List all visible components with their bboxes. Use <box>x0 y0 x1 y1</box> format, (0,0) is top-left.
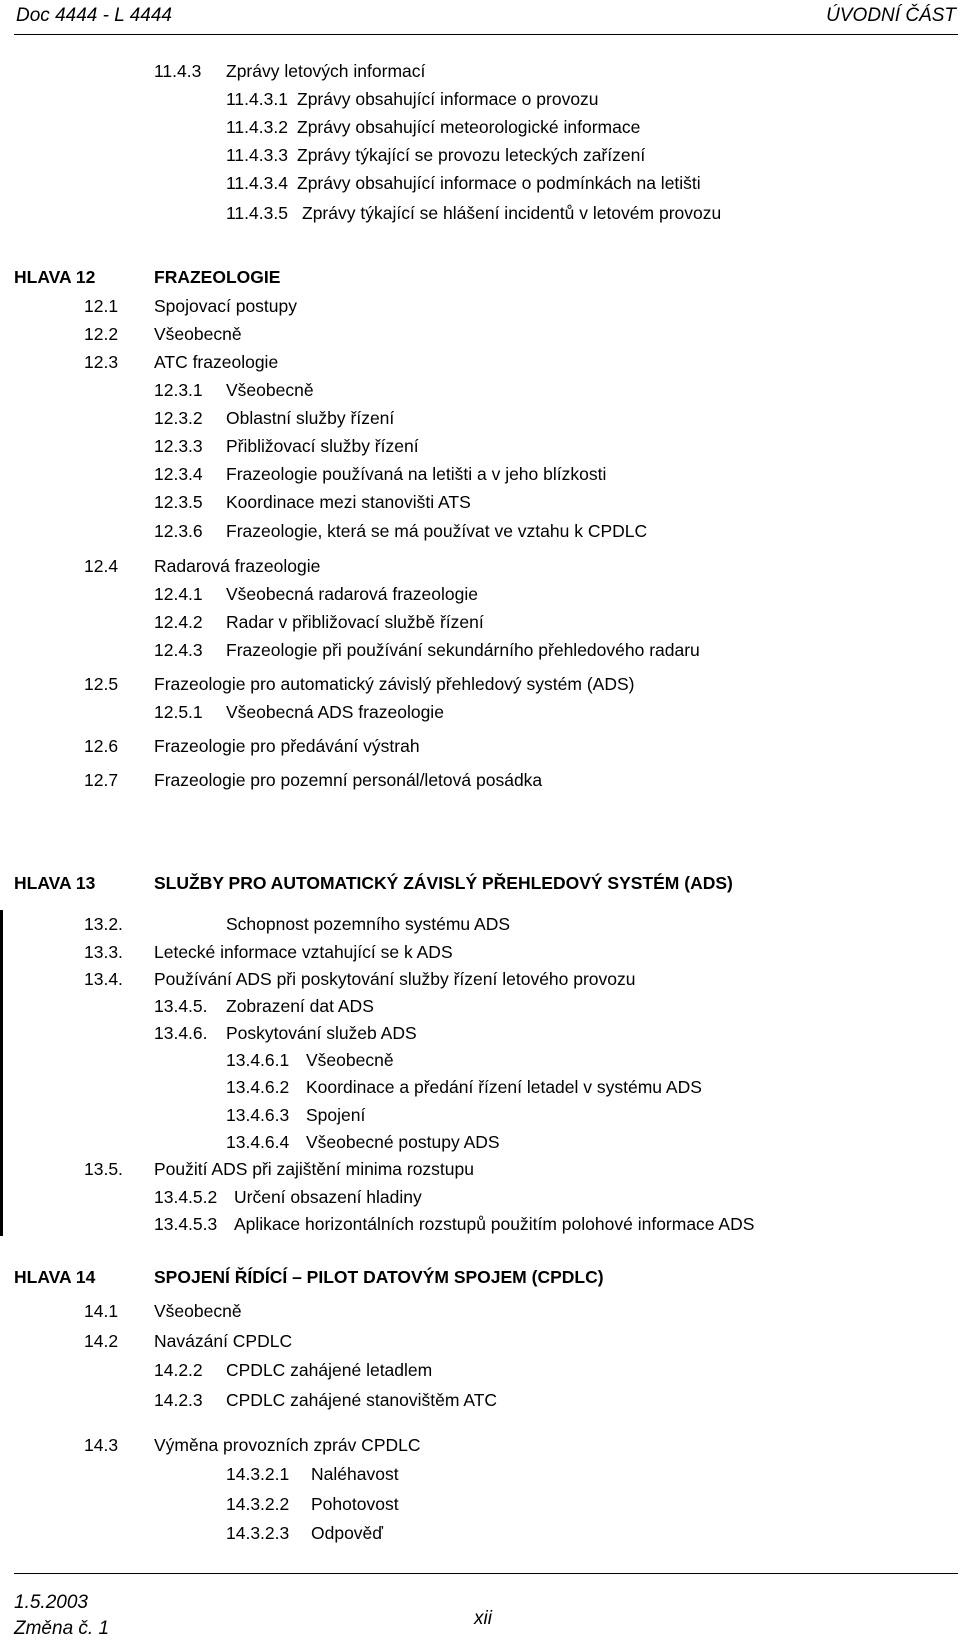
toc-number: 14.3.2.3 <box>226 1523 290 1543</box>
toc-title: Zprávy obsahující meteorologické informace <box>297 117 641 137</box>
toc-number: 11.4.3.1 <box>226 89 288 109</box>
toc-number: 11.4.3.2 <box>226 117 288 137</box>
toc-number: 12.1 <box>84 296 119 316</box>
toc-number: 13.4.6. <box>154 1023 208 1043</box>
chapter-title: FRAZEOLOGIE <box>154 267 281 287</box>
toc-number: 13.3. <box>84 942 123 962</box>
footer-date: 1.5.2003 <box>14 1592 88 1613</box>
toc-title: Přibližovací služby řízení <box>226 436 419 456</box>
toc-title: Zprávy letových informací <box>226 61 426 81</box>
toc-number: 12.3.3 <box>154 436 203 456</box>
toc-number: 11.4.3 <box>154 61 202 81</box>
toc-number: 12.3.5 <box>154 492 203 512</box>
page-number: xii <box>474 1608 492 1629</box>
chapter-number: HLAVA 13 <box>14 873 96 893</box>
toc-title: Radar v přibližovací službě řízení <box>226 612 484 632</box>
footer-amendment: Změna č. 1 <box>14 1618 110 1639</box>
toc-title: ATC frazeologie <box>154 352 279 372</box>
toc-title: Letecké informace vztahující se k ADS <box>154 942 453 962</box>
toc-number: 14.3.2.2 <box>226 1494 290 1514</box>
toc-number: 12.3 <box>84 352 119 372</box>
toc-title: Aplikace horizontálních rozstupů použitím polohové informace ADS <box>234 1214 755 1234</box>
toc-title: Zprávy obsahující informace o podmínkách na letišti <box>297 173 701 193</box>
toc-number: 13.4. <box>84 969 123 989</box>
toc-number: 12.4.3 <box>154 640 203 660</box>
toc-title: Všeobecně <box>154 1301 242 1321</box>
toc-title: Všeobecná radarová frazeologie <box>226 584 478 604</box>
toc-title: CPDLC zahájené letadlem <box>226 1360 433 1380</box>
toc-number: 12.3.1 <box>154 380 203 400</box>
toc-title: Spojení <box>306 1105 366 1125</box>
toc-number: 12.3.2 <box>154 408 203 428</box>
toc-title: Frazeologie pro automatický závislý přehledový systém (ADS) <box>154 674 635 694</box>
toc-number: 12.2 <box>84 324 119 344</box>
toc-number: 13.4.6.2 <box>226 1077 290 1097</box>
chapter-title: SPOJENÍ ŘÍDÍCÍ – PILOT DATOVÝM SPOJEM (CPDLC) <box>154 1267 604 1287</box>
toc-number: 13.4.5. <box>154 996 208 1016</box>
toc-title: Frazeologie, která se má používat ve vztahu k CPDLC <box>226 521 648 541</box>
toc-number: 12.3.4 <box>154 464 203 484</box>
toc-title: Zprávy týkající se hlášení incidentů v letovém provozu <box>302 203 722 223</box>
footer-rule <box>14 1573 958 1574</box>
toc-title: Určení obsazení hladiny <box>234 1187 422 1207</box>
toc-title: Koordinace mezi stanovišti ATS <box>226 492 471 512</box>
toc-title: Všeobecná ADS frazeologie <box>226 702 444 722</box>
toc-title: Odpověď <box>311 1523 384 1543</box>
toc-number: 13.4.6.4 <box>226 1132 290 1152</box>
chapter-number: HLAVA 14 <box>14 1267 96 1287</box>
toc-number: 14.3 <box>84 1435 119 1455</box>
toc-number: 13.2. <box>84 914 123 934</box>
toc-number: 11.4.3.5 <box>226 203 288 223</box>
toc-number: 13.4.5.2 <box>154 1187 218 1207</box>
toc-title: Spojovací postupy <box>154 296 298 316</box>
toc-title: Schopnost pozemního systému ADS <box>226 914 511 934</box>
toc-title: Poskytování služeb ADS <box>226 1023 417 1043</box>
toc-number: 12.5.1 <box>154 702 203 722</box>
toc-number: 14.2.3 <box>154 1390 203 1410</box>
toc-title: Použití ADS při zajištění minima rozstupu <box>154 1159 474 1179</box>
toc-title: CPDLC zahájené stanovištěm ATC <box>226 1390 498 1410</box>
toc-number: 12.7 <box>84 770 119 790</box>
toc-title: Frazeologie při používání sekundárního přehledového radaru <box>226 640 700 660</box>
toc-title: Všeobecně <box>226 380 314 400</box>
toc-number: 11.4.3.3 <box>226 145 288 165</box>
toc-number: 12.5 <box>84 674 119 694</box>
toc-title: Frazeologie pro předávání výstrah <box>154 736 420 756</box>
toc-title: Všeobecné postupy ADS <box>306 1132 500 1152</box>
toc-number: 12.4.1 <box>154 584 203 604</box>
toc-number: 12.4.2 <box>154 612 203 632</box>
toc-number: 14.3.2.1 <box>226 1464 290 1484</box>
toc-number: 14.2.2 <box>154 1360 203 1380</box>
toc-number: 13.4.6.3 <box>226 1105 290 1125</box>
toc-title: Všeobecně <box>154 324 242 344</box>
section-title: ÚVODNÍ ČÁST <box>826 5 956 26</box>
chapter-title: SLUŽBY PRO AUTOMATICKÝ ZÁVISLÝ PŘEHLEDOVÝ SYSTÉM (ADS) <box>154 873 733 893</box>
toc-title: Navázání CPDLC <box>154 1331 293 1351</box>
toc-number: 12.3.6 <box>154 521 203 541</box>
toc-title: Používání ADS při poskytování služby řízení letového provozu <box>154 969 636 989</box>
document-code: Doc 4444 - L 4444 <box>16 5 172 26</box>
toc-number: 13.4.5.3 <box>154 1214 218 1234</box>
toc-number: 13.5. <box>84 1159 123 1179</box>
toc-title: Frazeologie pro pozemní personál/letová posádka <box>154 770 543 790</box>
toc-title: Oblastní služby řízení <box>226 408 395 428</box>
toc-title: Zprávy týkající se provozu leteckých zařízení <box>297 145 646 165</box>
toc-title: Radarová frazeologie <box>154 556 321 576</box>
toc-title: Zobrazení dat ADS <box>226 996 374 1016</box>
toc-number: 12.4 <box>84 556 119 576</box>
toc-number: 13.4.6.1 <box>226 1050 290 1070</box>
toc-title: Frazeologie používaná na letišti a v jeho blízkosti <box>226 464 607 484</box>
toc-title: Koordinace a předání řízení letadel v systému ADS <box>306 1077 702 1097</box>
chapter-number: HLAVA 12 <box>14 267 96 287</box>
toc-title: Pohotovost <box>311 1494 399 1514</box>
toc-number: 14.2 <box>84 1331 119 1351</box>
toc-number: 11.4.3.4 <box>226 173 288 193</box>
header-rule <box>14 34 958 35</box>
toc-title: Zprávy obsahující informace o provozu <box>297 89 599 109</box>
toc-number: 14.1 <box>84 1301 119 1321</box>
toc-title: Všeobecně <box>306 1050 394 1070</box>
toc-number: 12.6 <box>84 736 119 756</box>
toc-title: Výměna provozních zpráv CPDLC <box>154 1435 421 1455</box>
change-bar <box>0 910 3 1236</box>
toc-title: Naléhavost <box>311 1464 399 1484</box>
